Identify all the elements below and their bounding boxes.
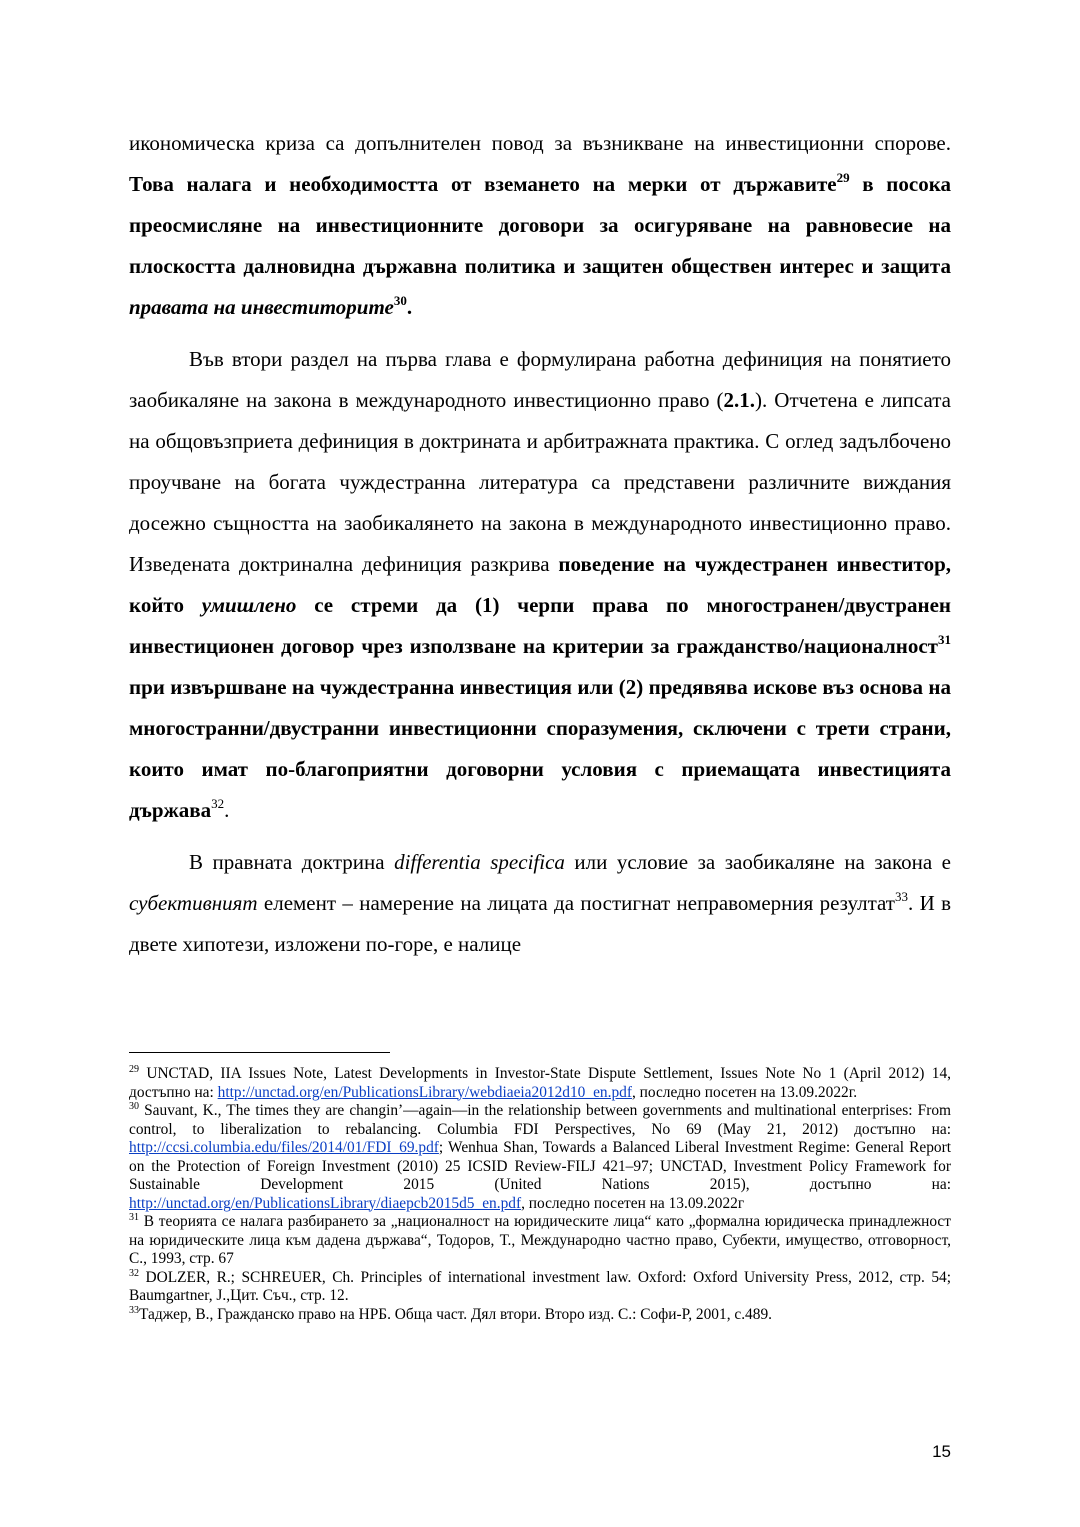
bold-definition: поведение на чуждестранен инвеститор, който умишлено се стреми да (1) черпи права по многостранен/двустранен инвестиционен договор чрез използване на критерии за гражданство/националност$^{31}$ при извършване на чуждестранна инвестиция или (2) предявява искове въз основа на многостранни/двустранни инвестиционни споразумения, сключени с трети страни, които имат по-благоприятни договорни условия с приемащата инвестицията държава: [129, 552, 952, 822]
section-reference: 2.1.: [723, 388, 756, 412]
footnote-separator: [129, 1052, 390, 1053]
footnote-ref-33[interactable]: 33: [894, 889, 908, 904]
footnote-number: 30: [129, 1101, 139, 1112]
page-number: 15: [932, 1442, 951, 1461]
footnote-ref-29[interactable]: 29: [836, 170, 850, 185]
text-run: елемент – намерение на лицата да постигнат неправомерния резултат: [257, 891, 895, 915]
paragraph-1: [129, 123, 951, 328]
bold-italic-text: умишлено: [201, 593, 297, 617]
footnote-link[interactable]: http://unctad.org/en/PublicationsLibrary/webdiaeia2012d10_en.pdf: [217, 1083, 632, 1101]
footnotes: [129, 1065, 951, 1324]
paragraph-3: [129, 842, 951, 965]
footnote-number: 29: [129, 1064, 139, 1075]
footnote-31: $^{31}$ В теорията се налага разбирането за „националност на юридическите лица“ като „формална юридическа принадлежност на юридическите лица към дадена държава“, Тодоров, Т., Международно частно право, Субекти, имущество, отговорност, С., 1993, стр. 67: [129, 1212, 951, 1267]
bold-italic-text: правата на инвеститорите: [129, 295, 394, 319]
footnote-number: 33: [129, 1304, 139, 1316]
footnote-32: $^{32}$ DOLZER, R.; SCHREUER, Ch. Principles of international investment law. Oxford: Oxford University Press, 2012, стр. 54; Baumgartner, J.,Цит. Съч., стр. 12.: [129, 1267, 951, 1304]
main-text: [129, 123, 951, 965]
text-run: Във втори раздел на първа глава е формулирана работна дефиниция на понятието заобикаляне на закона в международното инвестиционно право (: [129, 347, 951, 412]
text-run: ). Отчетена е липсата на общовъзприета дефиниция в доктрината и арбитражната практика. С оглед задълбочено проучване на богата чуждестранна литература са представени различните виждания досежно същността на заобикалянето на закона в международното инвестиционно право. Изведената доктринална дефиниция разкрива: [129, 388, 951, 576]
bold-text: Това налага и необходимостта от вземането на мерки от държавите$^{29}$ в посока преосмисляне на инвестиционните договори за осигуряване на равновесие на плоскостта далновидна държавна политика и защитен обществен интерес и защита правата на инвеститорите$^{30}$.: [129, 170, 951, 319]
footnote-link[interactable]: http://ccsi.columbia.edu/files/2014/01/FDI_69.pdf: [129, 1139, 439, 1156]
text-run: В правната доктрина: [189, 850, 395, 874]
text-run: или условие за заобикаляне на закона е: [564, 850, 951, 874]
footnote-number: 32: [129, 1267, 139, 1279]
footnote-ref-30[interactable]: 30: [393, 293, 407, 308]
footnote-ref-31[interactable]: 31: [938, 632, 951, 647]
text-run: икономическа криза са допълнителен повод за възникване на инвестиционни спорове.: [129, 131, 951, 155]
footnote-ref-32[interactable]: 32: [211, 796, 225, 811]
italic-term: субективният: [129, 891, 258, 915]
footnote-33: $^{33}$Таджер, В., Гражданско право на НРБ. Обща част. Дял втори. Второ изд. С.: Софи-Р, 2001, с.489.: [129, 1304, 772, 1323]
paragraph-2: Във втори раздел на първа глава е формулирана работна дефиниция на понятието заобикаляне на закона в международното инвестиционно право (2.1.). Отчетена е липсата на общовъзприета дефиниция в доктрината и арбитражната практика. С оглед задълбочено проучване на богата чуждестранна литература са представени различните виждания досежно същността на заобикалянето на закона в международното инвестиционно право. Изведената доктринална дефиниция разкрива поведение на чуждестранен инвеститор, който умишлено се стреми да (1) черпи права по многостранен/двустранен инвестиционен договор чрез използване на критерии за гражданство/националност$^{31}$ при извършване на чуждестранна инвестиция или (2) предявява искове въз основа на многостранни/двустранни инвестиционни споразумения, сключени с трети страни, които имат по-благоприятни договорни условия с приемащата инвестицията държава$^{32}$.: [129, 347, 952, 822]
footnote-29: $^{29}$ UNCTAD, IIA Issues Note, Latest Developments in Investor-State Dispute Settlement, Issues Note No 1 (April 2012) 14, достъпно на: http://unctad.org/en/PublicationsLibrary/webdiaeia2012d10_en.pdf, последно посетен на 13.09.2022г.: [129, 1064, 951, 1101]
footnote-30: $^{30}$ Sauvant, K., The times they are changin’—again—in the relationship between governments and multinational enterprises: From control, to liberalization to rebalancing. Columbia FDI Perspectives, No 69 (May 21, 2012) достъпно на: http://ccsi.columbia.edu/files/2014/01/FDI_69.pdf; Wenhua Shan, Towards a Balanced Liberal Investment Regime: General Report on the Protection of Foreign Investment (2010) 25 ICSID Review-FILJ 421–97; UNCTAD, Investment Policy Framework for Sustainable Development 2015 (United Nations 2015), достъпно на: http://unctad.org/en/PublicationsLibrary/diaepcb2015d5_en.pdf, последно посетен на 13.09.2022г: [129, 1101, 951, 1212]
text-run: . И в двете хипотези, изложени по-горе, е налице: [129, 891, 951, 956]
footnote-number: 31: [129, 1212, 139, 1223]
footnote-link[interactable]: http://unctad.org/en/PublicationsLibrary/diaepcb2015d5_en.pdf: [129, 1194, 522, 1212]
italic-term: differentia specifica: [394, 850, 565, 874]
